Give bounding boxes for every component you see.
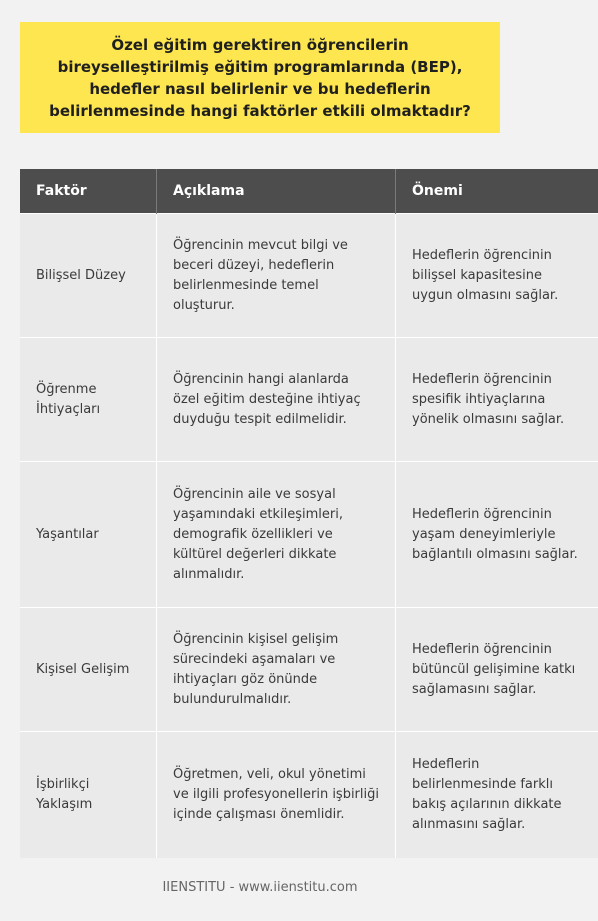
table-row: [20, 214, 598, 338]
title-banner: [20, 22, 500, 133]
table-row: [20, 462, 598, 608]
table-row: [20, 338, 598, 462]
table-row: [20, 732, 598, 858]
importance-cell: Hedeflerin öğrencinin yaşam deneyimleriyle bağlantılı olmasını sağlar.: [396, 462, 598, 608]
factor-cell: Bilişsel Düzey: [20, 214, 157, 338]
footer-credit: IIENSTITU - www.iienstitu.com: [162, 880, 358, 895]
description-cell: Öğretmen, veli, okul yönetimi ve ilgili profesyonellerin işbirliği içinde çalışması önemlidir.: [157, 732, 396, 858]
header-description: Açıklama: [157, 169, 396, 214]
header-factor: Faktör: [20, 169, 157, 214]
header-importance: Önemi: [396, 169, 598, 214]
factors-table: [20, 169, 598, 858]
page-title: Özel eğitim gerektiren öğrencilerin bireyselleştirilmiş eğitim programlarında (BEP), hedefler nasıl belirlenir ve bu hedeflerin belirlenmesinde hangi faktörler etkili olmaktadır?: [49, 35, 471, 120]
factor-cell: İşbirlikçi Yaklaşım: [20, 732, 157, 858]
factor-cell: Kişisel Gelişim: [20, 608, 157, 732]
description-cell: Öğrencinin aile ve sosyal yaşamındaki etkileşimleri, demografik özellikleri ve kültürel değerleri dikkate alınmalıdır.: [157, 462, 396, 608]
table-header-row: [20, 169, 598, 214]
importance-cell: Hedeflerin öğrencinin bilişsel kapasitesine uygun olmasını sağlar.: [396, 214, 598, 338]
description-cell: Öğrencinin mevcut bilgi ve beceri düzeyi, hedeflerin belirlenmesinde temel oluşturur.: [157, 214, 396, 338]
factor-cell: Yaşantılar: [20, 462, 157, 608]
importance-cell: Hedeflerin öğrencinin bütüncül gelişimine katkı sağlamasını sağlar.: [396, 608, 598, 732]
importance-cell: Hedeflerin belirlenmesinde farklı bakış açılarının dikkate alınmasını sağlar.: [396, 732, 598, 858]
factor-cell: Öğrenme İhtiyaçları: [20, 338, 157, 462]
description-cell: Öğrencinin kişisel gelişim sürecindeki aşamaları ve ihtiyaçları göz önünde bulundurulmalıdır.: [157, 608, 396, 732]
description-cell: Öğrencinin hangi alanlarda özel eğitim desteğine ihtiyaç duyduğu tespit edilmelidir.: [157, 338, 396, 462]
importance-cell: Hedeflerin öğrencinin spesifik ihtiyaçlarına yönelik olmasını sağlar.: [396, 338, 598, 462]
table-row: [20, 608, 598, 732]
